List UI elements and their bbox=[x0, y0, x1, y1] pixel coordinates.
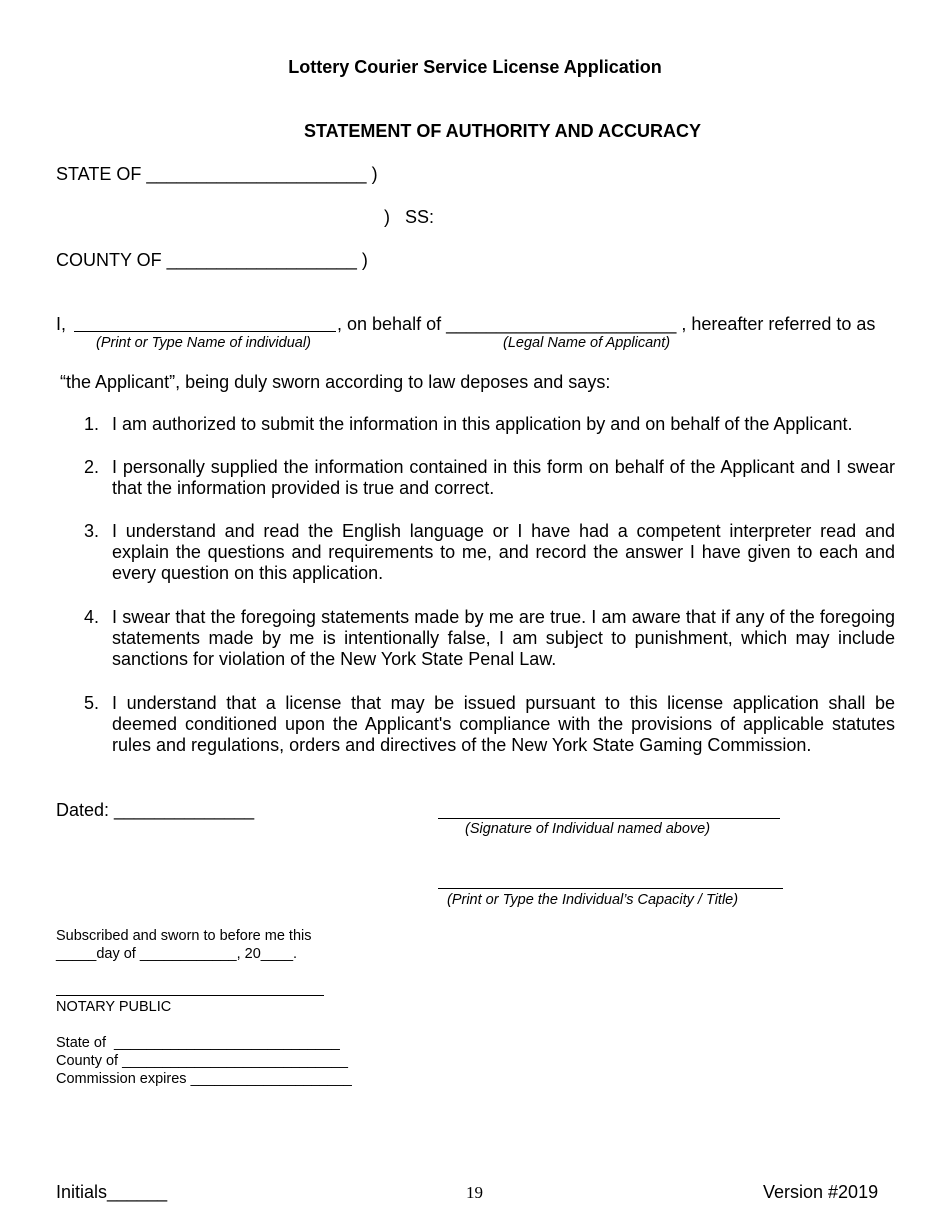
sworn-line: Subscribed and sworn to before me this bbox=[56, 928, 312, 944]
state-of-field[interactable]: STATE OF ______________________ ) bbox=[56, 164, 378, 184]
title-line[interactable] bbox=[438, 888, 783, 889]
page-number: 19 bbox=[466, 1183, 483, 1202]
statement-number: 5. bbox=[84, 693, 100, 713]
notary-public-label: NOTARY PUBLIC bbox=[56, 999, 172, 1015]
statement-number: 1. bbox=[84, 414, 100, 434]
dated-field[interactable]: Dated: ______________ bbox=[56, 800, 255, 820]
title-caption: (Print or Type the Individual’s Capacity / Title) bbox=[447, 892, 739, 908]
statement-number: 3. bbox=[84, 521, 100, 541]
applicant-name-caption: (Legal Name of Applicant) bbox=[503, 335, 671, 351]
sworn-date-field[interactable]: _____day of ____________, 20____. bbox=[56, 946, 298, 962]
commission-expires-field[interactable]: Commission expires ____________________ bbox=[56, 1071, 352, 1087]
declaration-intro: “the Applicant”, being duly sworn according to law deposes and says: bbox=[60, 372, 611, 392]
version-label: Version #2019 bbox=[763, 1182, 879, 1202]
statement-text: I understand and read the English language or I have had a competent interpreter read and explain the questions and requirements to me, and record the answer I have given to each and every question on this application. bbox=[112, 521, 895, 583]
individual-name-caption: (Print or Type Name of individual) bbox=[96, 335, 311, 351]
initials-field[interactable]: Initials______ bbox=[56, 1182, 168, 1202]
individual-name-field[interactable] bbox=[74, 331, 336, 332]
statement-number: 2. bbox=[84, 457, 100, 477]
statement-text: I understand that a license that may be issued pursuant to this license application shall be deemed conditioned upon the Applicant's compliance with the provisions of applicable statutes rules and regulations, orders and directives of the New York State Gaming Commission. bbox=[112, 693, 895, 755]
notary-signature-line[interactable] bbox=[56, 995, 324, 996]
statement-text: I personally supplied the information contained in this form on behalf of the Applicant and I swear that the information provided is true and correct. bbox=[112, 457, 895, 498]
signature-line[interactable] bbox=[438, 818, 780, 819]
statement-text: I swear that the foregoing statements made by me are true. I am aware that if any of the foregoing statements made by me is intentionally false, I am subject to punishment, which may include sanctions for violation of the New York State Penal Law. bbox=[112, 607, 895, 669]
form-title: Lottery Courier Service License Application bbox=[288, 57, 662, 77]
county-of-field[interactable]: COUNTY OF ___________________ ) bbox=[56, 250, 368, 270]
notary-state-field[interactable]: State of ____________________________ bbox=[56, 1035, 340, 1051]
statement-text: I am authorized to submit the information in this application by and on behalf of the Applicant. bbox=[112, 414, 853, 434]
form-subtitle: STATEMENT OF AUTHORITY AND ACCURACY bbox=[304, 121, 701, 141]
declaration-prefix: I, bbox=[56, 314, 67, 334]
statement-number: 4. bbox=[84, 607, 100, 627]
signature-caption: (Signature of Individual named above) bbox=[465, 821, 711, 837]
applicant-name-field[interactable]: , on behalf of _______________________ , hereafter referred to as bbox=[337, 314, 876, 334]
notary-county-field[interactable]: County of ____________________________ bbox=[56, 1053, 348, 1069]
ss-label: ) SS: bbox=[384, 207, 435, 227]
